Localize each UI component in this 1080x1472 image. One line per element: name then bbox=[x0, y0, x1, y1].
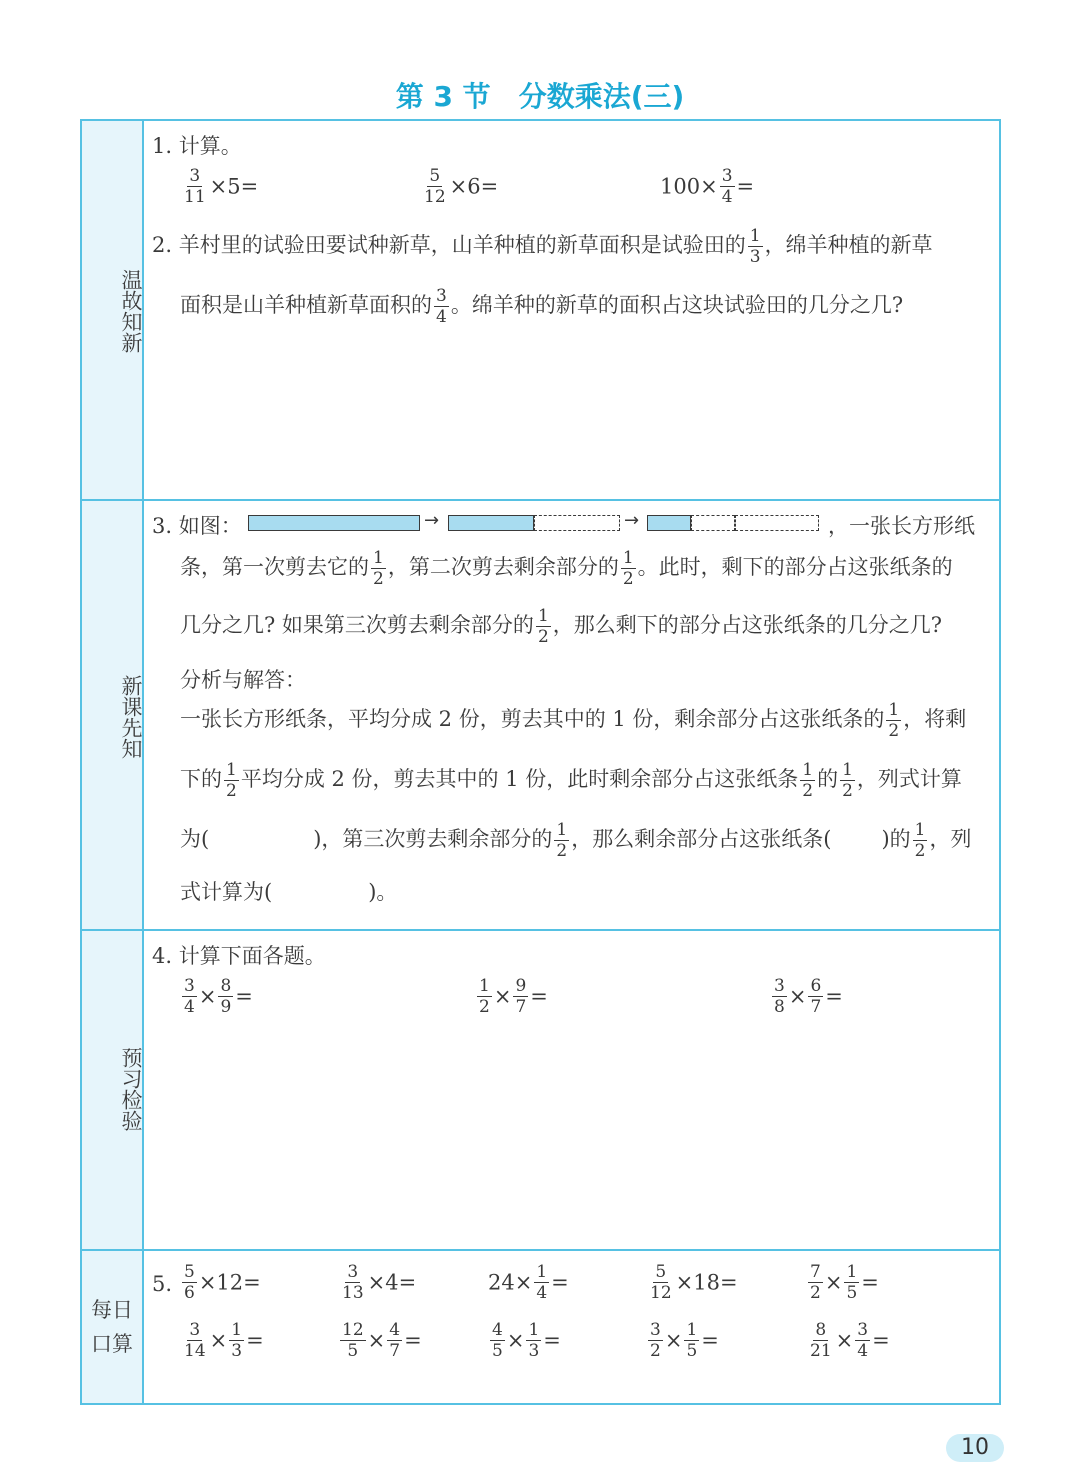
page-number: 10 bbox=[946, 1434, 1004, 1462]
q3-line-2: 条，第一次剪去它的 $\frac{1}{2}$ ，第二次剪去剩余部分的 $\frac{1}{2}$ 。此时，剩下的部分占这张纸条的 bbox=[180, 548, 953, 589]
q5-r2-expr-3: $\frac{4}{5}$ × $\frac{1}{3}$ = bbox=[492, 1320, 561, 1361]
fraction: $\frac{7}{2}$ bbox=[810, 1262, 821, 1303]
fraction: $\frac{1}{2}$ bbox=[802, 760, 814, 801]
q4-expr-3: $\frac{3}{8}$ × $\frac{6}{7}$ = bbox=[774, 976, 843, 1017]
fraction: $\frac{3}{11}$ bbox=[184, 166, 206, 207]
fraction: $\frac{1}{2}$ bbox=[914, 820, 926, 861]
fraction: $\frac{5}{12}$ bbox=[650, 1262, 672, 1303]
fraction: $\frac{1}{2}$ bbox=[226, 760, 237, 801]
strip-half-cut bbox=[534, 515, 620, 531]
q5-r2-expr-4: $\frac{3}{2}$ × $\frac{1}{5}$ = bbox=[650, 1320, 719, 1361]
arrow-icon: → bbox=[424, 510, 440, 531]
section-number: 第 3 节 bbox=[395, 80, 491, 113]
q5-r1-expr-5: $\frac{7}{2}$ × $\frac{1}{5}$ = bbox=[810, 1262, 879, 1303]
fraction: $\frac{1}{4}$ bbox=[536, 1262, 548, 1303]
q3-line-6: 下的 $\frac{1}{2}$ 平均分成 2 份，剪去其中的 1 份，此时剩余部分占这张纸条 $\frac{1}{2}$ 的 $\frac{1}{2}$ ，列式计算 bbox=[180, 760, 962, 801]
fraction: $\frac{1}{5}$ bbox=[686, 1320, 698, 1361]
fraction: $\frac{3}{8}$ bbox=[774, 976, 785, 1017]
q3-line-3: 几分之几? 如果第三次剪去剩余部分的 $\frac{1}{2}$ ，那么剩下的部分占这张纸条的几分之几? bbox=[180, 606, 943, 647]
q5-r2-expr-2: $\frac{12}{5}$ × $\frac{4}{7}$ = bbox=[342, 1320, 422, 1361]
fraction: $\frac{1}{3}$ bbox=[749, 226, 761, 267]
fraction: $\frac{5}{6}$ bbox=[184, 1262, 195, 1303]
fraction: $\frac{3}{4}$ bbox=[721, 166, 733, 207]
fraction: $\frac{1}{2}$ bbox=[479, 976, 490, 1017]
fraction: $\frac{5}{12}$ bbox=[424, 166, 446, 207]
fraction: $\frac{6}{7}$ bbox=[810, 976, 822, 1017]
q3-tail: ，一张长方形纸 bbox=[828, 514, 975, 538]
fraction: $\frac{1}{3}$ bbox=[528, 1320, 540, 1361]
fraction: $\frac{1}{3}$ bbox=[231, 1320, 243, 1361]
q4-expr-2: $\frac{1}{2}$ × $\frac{9}{7}$ = bbox=[479, 976, 548, 1017]
sidebar-label-line1: 每日 bbox=[91, 1298, 133, 1322]
sidebar-label-line2: 口算 bbox=[91, 1332, 133, 1356]
fraction: $\frac{8}{21}$ bbox=[810, 1320, 832, 1361]
q5-r1-expr-2: $\frac{3}{13}$ ×4= bbox=[342, 1262, 417, 1303]
q1-expr-1: $\frac{3}{11}$ ×5= bbox=[184, 166, 259, 207]
fraction: $\frac{8}{9}$ bbox=[220, 976, 232, 1017]
sidebar-label-preview-check: 预习检验 bbox=[119, 1047, 143, 1131]
fraction: $\frac{4}{7}$ bbox=[389, 1320, 401, 1361]
q3-analysis-heading: 分析与解答： bbox=[180, 668, 306, 692]
divider-3 bbox=[82, 1249, 999, 1251]
strip-half-cut-2 bbox=[735, 515, 819, 531]
q3-line-8: 式计算为( )。 bbox=[180, 880, 398, 904]
fraction: $\frac{1}{2}$ bbox=[842, 760, 853, 801]
q4-expr-1: $\frac{3}{4}$ × $\frac{8}{9}$ = bbox=[184, 976, 253, 1017]
q5-r2-expr-5: $\frac{8}{21}$ × $\frac{3}{4}$ = bbox=[810, 1320, 890, 1361]
q1-expr-2: $\frac{5}{12}$ ×6= bbox=[424, 166, 499, 207]
arrow-icon: → bbox=[624, 510, 640, 531]
q1-expr-3: 100× $\frac{3}{4}$ = bbox=[660, 166, 755, 207]
section-name: 分数乘法(三) bbox=[518, 80, 685, 113]
strip-quarter-cut bbox=[691, 515, 735, 531]
q3-line-5: 一张长方形纸条，平均分成 2 份，剪去其中的 1 份，剩余部分占这张纸条的 $\frac{1}{2}$ ，将剩 bbox=[180, 700, 967, 741]
fraction: $\frac{4}{5}$ bbox=[492, 1320, 503, 1361]
strip-quarter-kept bbox=[647, 515, 691, 531]
q4-label: 4. 计算下面各题。 bbox=[152, 944, 326, 968]
q3-line-7: 为( )，第三次剪去剩余部分的 $\frac{1}{2}$ ，那么剩余部分占这张纸条( )的 $\frac{1}{2}$ ，列 bbox=[180, 820, 972, 861]
q5-r1-expr-3: 24× $\frac{1}{4}$ = bbox=[488, 1262, 569, 1303]
sidebar-label-new-lesson: 新课先知 bbox=[119, 675, 143, 759]
strip-half-kept bbox=[448, 515, 534, 531]
strip-full bbox=[248, 515, 420, 531]
divider-2 bbox=[82, 929, 999, 931]
fraction: $\frac{3}{4}$ bbox=[857, 1320, 869, 1361]
fraction: $\frac{1}{2}$ bbox=[888, 700, 900, 741]
fraction: $\frac{3}{13}$ bbox=[342, 1262, 364, 1303]
fraction: $\frac{3}{14}$ bbox=[184, 1320, 206, 1361]
fraction: $\frac{1}{5}$ bbox=[846, 1262, 858, 1303]
fraction: $\frac{1}{2}$ bbox=[537, 606, 549, 647]
page-title bbox=[0, 74, 1080, 120]
fraction: $\frac{3}{4}$ bbox=[184, 976, 195, 1017]
fraction: $\frac{1}{2}$ bbox=[622, 548, 634, 589]
fraction: $\frac{3}{4}$ bbox=[436, 286, 447, 327]
q3-lead: 3. 如图： bbox=[152, 514, 242, 538]
q2-line-1: 2. 羊村里的试验田要试种新草，山羊种植的新草面积是试验田的 $\frac{1}{3}$ ，绵羊种植的新草 bbox=[152, 226, 933, 267]
q1-label: 1. 计算。 bbox=[152, 134, 242, 158]
q2-line-2: 面积是山羊种植新草面积的 $\frac{3}{4}$ 。绵羊种的新草的面积占这块试验田的几分之几? bbox=[180, 286, 904, 327]
divider-1 bbox=[82, 499, 999, 501]
q5-r1-expr-4: $\frac{5}{12}$ ×18= bbox=[650, 1262, 738, 1303]
fraction: $\frac{12}{5}$ bbox=[342, 1320, 364, 1361]
sidebar-label-review: 温故知新 bbox=[119, 269, 143, 353]
q5-r1-expr-1: $\frac{5}{6}$ ×12= bbox=[184, 1262, 261, 1303]
sidebar-label-daily-calc bbox=[82, 1293, 142, 1361]
q5-r2-expr-1: $\frac{3}{14}$ × $\frac{1}{3}$ = bbox=[184, 1320, 264, 1361]
q5-num: 5. bbox=[152, 1272, 173, 1296]
fraction: $\frac{3}{2}$ bbox=[650, 1320, 661, 1361]
fraction: $\frac{1}{2}$ bbox=[556, 820, 568, 861]
fraction: $\frac{9}{7}$ bbox=[515, 976, 527, 1017]
fraction: $\frac{1}{2}$ bbox=[373, 548, 384, 589]
